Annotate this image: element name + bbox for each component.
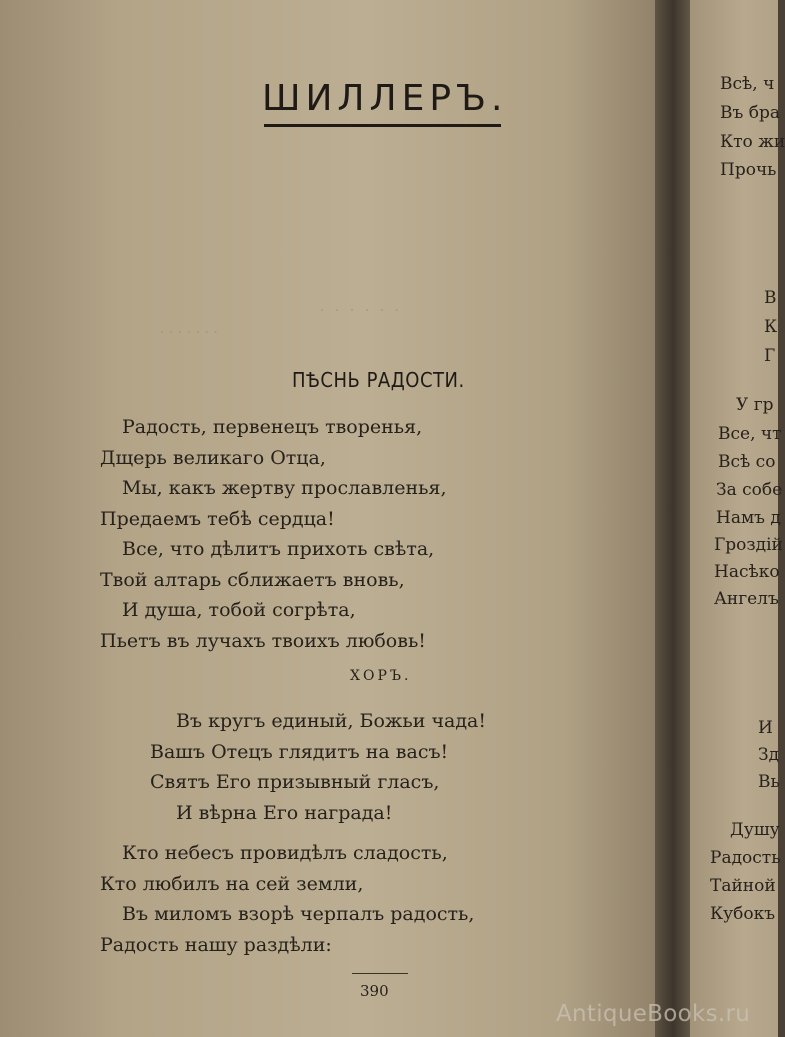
stanza-2 (100, 838, 474, 960)
stanza-1 (100, 412, 447, 656)
verse-fragment: Зд (758, 745, 780, 765)
chorus-label: ХОРЪ. (350, 668, 412, 684)
verse-line: Пьетъ въ лучахъ твоихъ любовь! (100, 629, 426, 652)
chorus-stanza (150, 706, 486, 828)
verse-line: Радость, первенецъ творенья, (122, 416, 423, 438)
verse-line: Твой алтарь сближаетъ вновь, (100, 568, 405, 591)
verse-fragment: Радость (710, 848, 781, 868)
verse-fragment: Всѣ, ч (720, 74, 775, 94)
site-watermark: AntiqueBooks.ru (556, 1001, 751, 1027)
verse-fragment: Г (764, 346, 776, 366)
page-number: 390 (360, 982, 389, 1000)
verse-fragment: Кубокъ (710, 904, 776, 924)
verse-line: Радость нашу раздѣли: (100, 933, 332, 956)
verse-line: Мы, какъ жертву прославленья, (122, 477, 447, 499)
bleed-through-text: · · · · · · · · · · · · · (160, 303, 402, 341)
verse-fragment: Намъ д (716, 508, 781, 528)
verse-fragment: Душу (730, 820, 780, 840)
verse-line: Предаемъ тебѣ сердца! (100, 507, 335, 530)
verse-fragment: Въ бра (720, 103, 780, 123)
verse-fragment: Вь (758, 772, 780, 792)
verse-fragment: К (764, 317, 778, 337)
verse-line: Въ кругъ единый, Божьи чада! (176, 710, 487, 732)
verse-line: И душа, тобой согрѣта, (122, 599, 356, 621)
page-title: ШИЛЛЕРЪ. (262, 78, 508, 119)
verse-fragment: Тайной (710, 876, 776, 896)
verse-line: Въ миломъ взорѣ черпалъ радость, (122, 903, 475, 925)
verse-line: Все, что дѣлитъ прихоть свѣта, (122, 538, 435, 560)
verse-line: Кто любилъ на сей земли, (100, 872, 364, 895)
verse-fragment: У гр (736, 395, 774, 415)
verse-line: И вѣрна Его награда! (176, 801, 393, 824)
page-number-rule (352, 973, 408, 974)
verse-fragment: Ангелъ (714, 589, 779, 609)
verse-line: Кто небесъ провидѣлъ сладость, (122, 842, 448, 864)
verse-fragment: Всѣ со (718, 452, 776, 472)
verse-fragment: Прочь (720, 160, 777, 180)
title-underline (264, 124, 501, 127)
verse-fragment: Насѣко (714, 562, 780, 582)
verse-fragment: Кто жи (720, 132, 785, 152)
verse-fragment: В (764, 288, 777, 308)
right-page (690, 0, 785, 1037)
verse-line: Дщерь великаго Отца, (100, 446, 326, 469)
verse-fragment: За собе (716, 480, 783, 500)
book-gutter (655, 0, 695, 1037)
verse-fragment: Все, чт (718, 424, 782, 444)
verse-line: Вашъ Отецъ глядитъ на васъ! (150, 740, 449, 763)
poem-title: ПѢСНЬ РАДОСТИ. (292, 368, 465, 392)
verse-line: Святъ Его призывный гласъ, (150, 771, 440, 793)
verse-fragment: И (758, 718, 773, 738)
verse-fragment: Гроздій (714, 535, 783, 555)
